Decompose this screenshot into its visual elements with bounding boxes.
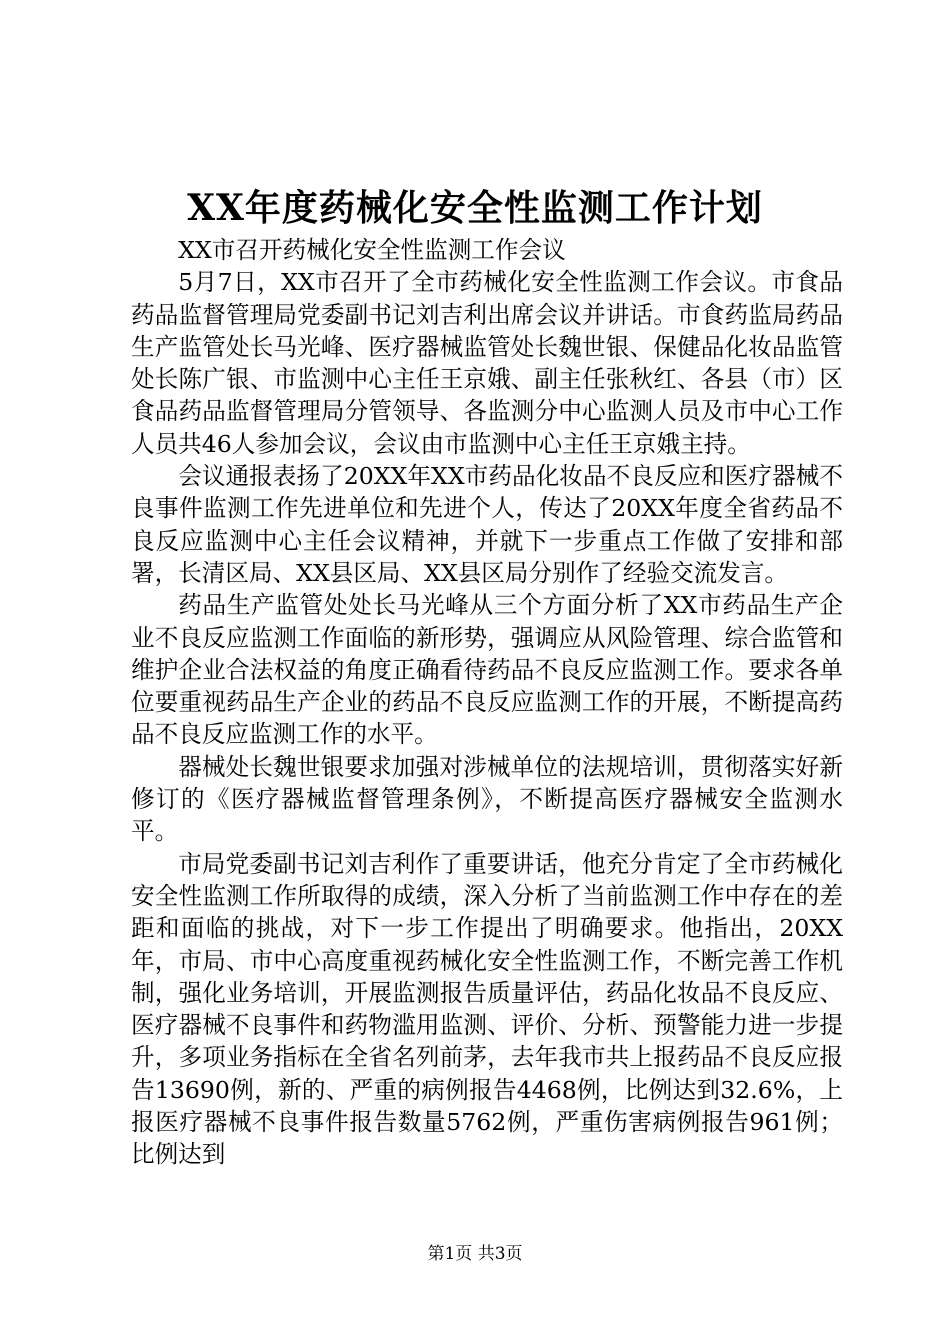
page-number: 第1页 共3页 xyxy=(427,1244,523,1264)
subheading: XX市召开药械化安全性监测工作会议 xyxy=(178,236,566,264)
paragraph: 5月7日，XX市召开了全市药械化安全性监测工作会议。市食品药品监督管理局党委副书记刘吉利出席会议并讲话。市食药监局药品生产监管处长马光峰、医疗器械监管处长魏世银、保健品化妆品监管处长陈广银、市监测中心主任王京娥、副主任张秋红、各县（市）区食品药品监督管理局分管领导、各监测分中心监测人员及市中心工作人员共46人参加会议，会议由市监测中心主任王京娥主持。 xyxy=(131,268,843,458)
paragraph: 会议通报表扬了20XX年XX市药品化妆品不良反应和医疗器械不良事件监测工作先进单位和先进个人，传达了20XX年度全省药品不良反应监测中心主任会议精神，并就下一步重点工作做了安排和部署，长清区局、XX县区局、XX县区局分别作了经验交流发言。 xyxy=(131,462,843,587)
paragraph: 器械处长魏世银要求加强对涉械单位的法规培训，贯彻落实好新修订的《医疗器械监督管理条例》，不断提高医疗器械安全监测水平。 xyxy=(131,752,843,846)
document-body xyxy=(131,234,843,1171)
paragraph: 市局党委副书记刘吉利作了重要讲话，他充分肯定了全市药械化安全性监测工作所取得的成绩，深入分析了当前监测工作中存在的差距和面临的挑战，对下一步工作提出了明确要求。他指出，20XX年，市局、市中心高度重视药械化安全性监测工作，不断完善工作机制，强化业务培训，开展监测报告质量评估，药品化妆品不良反应、医疗器械不良事件和药物滥用监测、评价、分析、预警能力进一步提升，多项业务指标在全省名列前茅，去年我市共上报药品不良反应报告13690例，新的、严重的病例报告4468例，比例达到32.6%，上报医疗器械不良事件报告数量5762例，严重伤害病例报告961例；比例达到 xyxy=(131,849,843,1169)
document-title: XX年度药械化安全性监测工作计划 xyxy=(187,187,763,229)
paragraph: 药品生产监管处处长马光峰从三个方面分析了XX市药品生产企业不良反应监测工作面临的新形势，强调应从风险管理、综合监管和维护企业合法权益的角度正确看待药品不良反应监测工作。要求各单位要重视药品生产企业的药品不良反应监测工作的开展，不断提高药品不良反应监测工作的水平。 xyxy=(131,591,843,749)
